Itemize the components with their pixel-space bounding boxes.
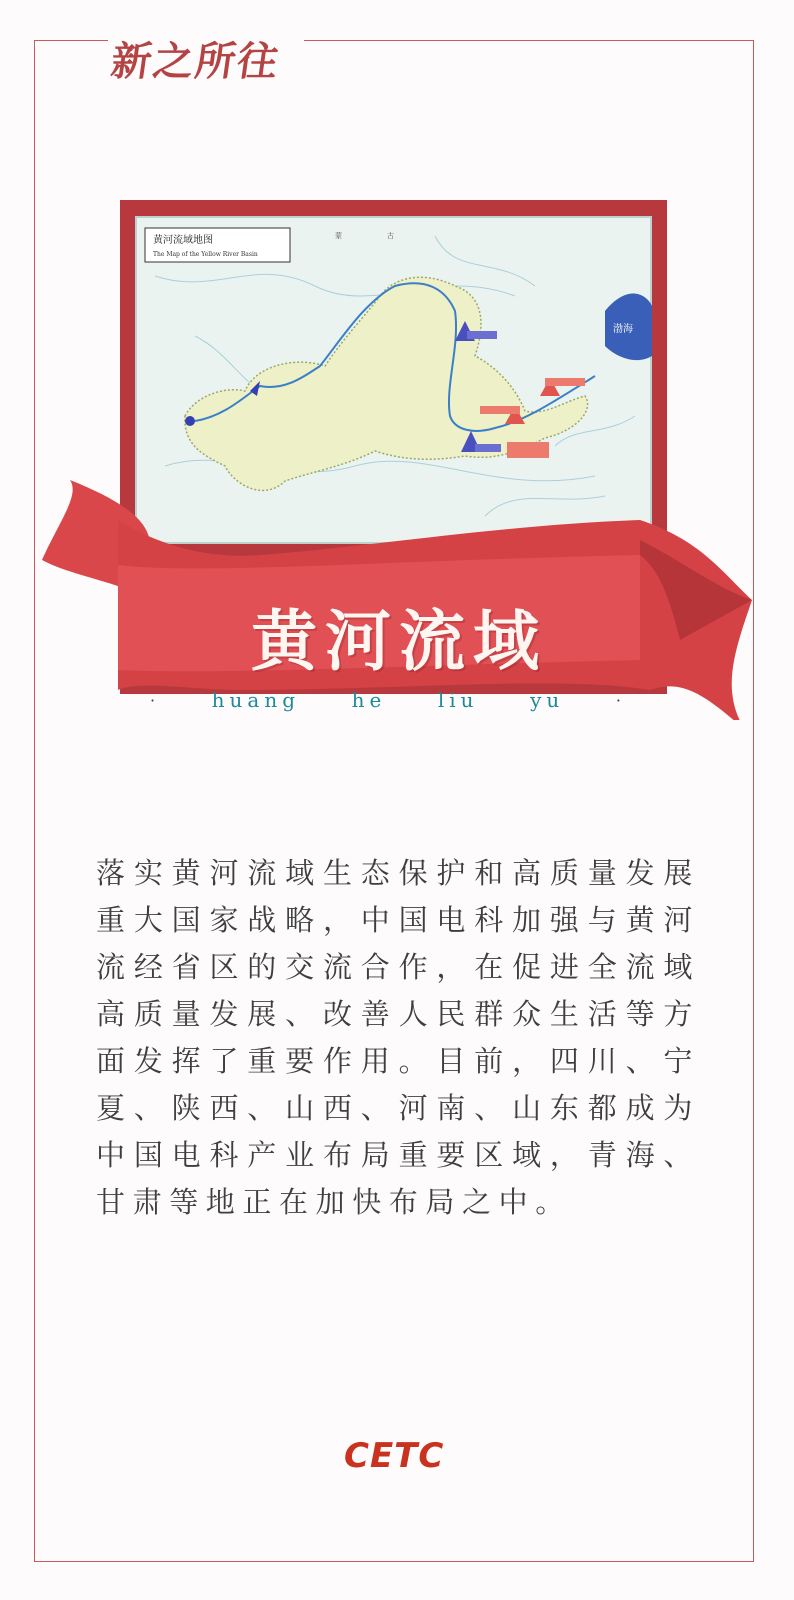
pinyin-dot-right: ·	[615, 690, 626, 710]
map-title-cn: 黄河流域地图	[153, 235, 213, 246]
map-sea-label: 渤海	[613, 324, 633, 335]
map-marker-label-3	[480, 406, 520, 414]
pinyin-dot-left: ·	[150, 690, 161, 710]
map-top-label-1: 蒙	[335, 232, 342, 240]
body-paragraph: 落实黄河流域生态保护和高质量发展重大国家战略，中国电科加强与黄河流经省区的交流合作，在促进全流域高质量发展、改善人民群众生活等方面发挥了重要作用。目前，四川、宁夏、陕西、山西、河南、山东都成为中国电科产业布局重要区域，青海、甘肃等地正在加快布局之中。	[96, 856, 700, 1219]
heading-title: 黄河流域	[251, 602, 547, 680]
brand-title: 新之所往	[108, 38, 283, 85]
map-marker-label-4	[545, 378, 585, 386]
map-marker-label-5	[507, 442, 549, 458]
pinyin-3: liu	[437, 688, 479, 712]
pinyin-1: huang	[211, 688, 301, 712]
map-top-label-2: 古	[387, 232, 394, 240]
pinyin-2: he	[351, 688, 387, 712]
pinyin-4: yu	[530, 688, 565, 712]
pinyin-bar	[150, 688, 626, 712]
map-marker-label-2	[475, 444, 501, 452]
cetc-logo: CETC	[344, 1436, 445, 1476]
map-lake-1	[185, 416, 195, 426]
map-marker-label-1	[467, 331, 497, 339]
map-title-en: The Map of the Yellow River Basin	[153, 251, 258, 258]
